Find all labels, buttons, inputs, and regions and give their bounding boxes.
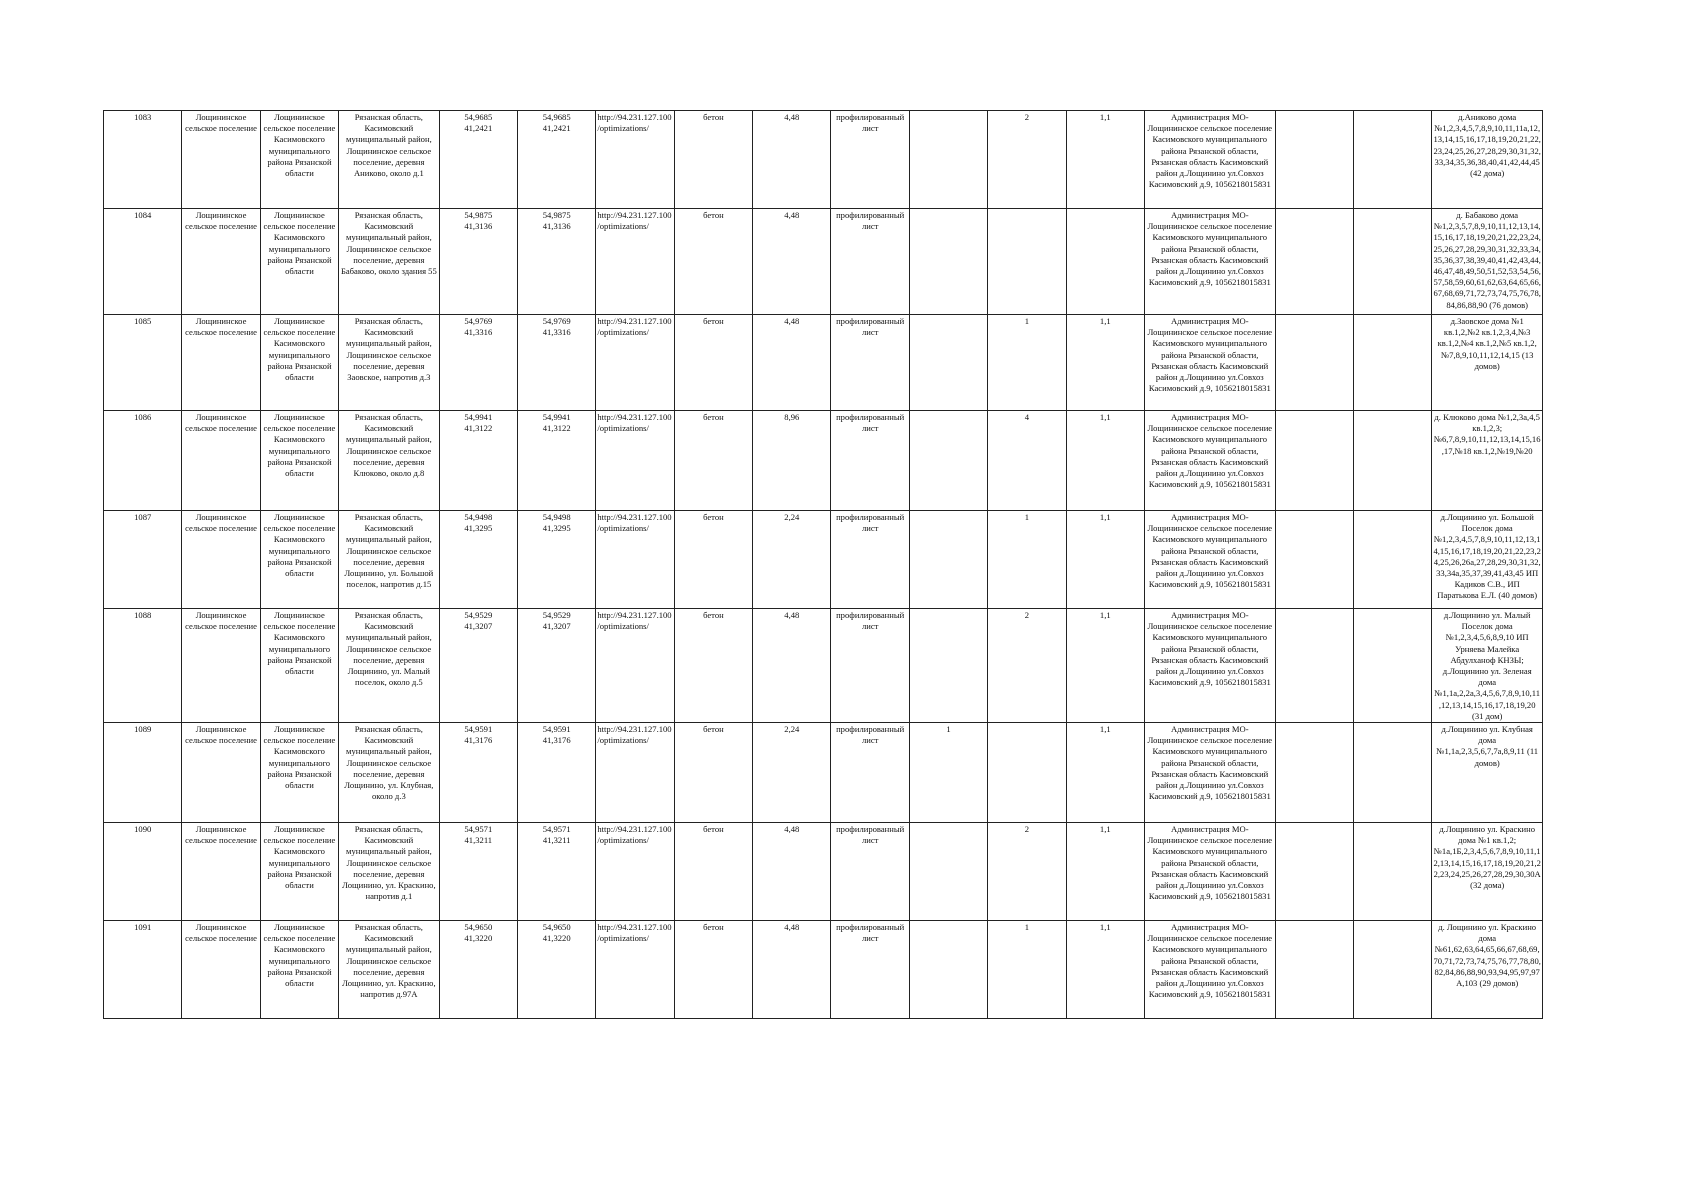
table-row	[104, 411, 1543, 511]
area-cell: 2,24	[753, 511, 831, 609]
empty-cell-2	[1353, 609, 1431, 723]
sources-cell: д. Бабаково дома №1,2,3,5,7,8,9,10,11,12,13,14,15,16,17,18,19,20,21,22,23,24,25,26,27,28,29,30,31,32,33,34,35,36,37,38,39,40,41,42,43,44,46,47,48,49,50,51,52,53,54,56,57,58,59,60,61,62,63,64,65,66,67,68,69,71,72,73,74,75,76,78,84,86,88,90 (76 домов)	[1432, 209, 1543, 315]
municipality-cell: Лощининское сельское поселение Касимовского муниципального района Рязанской области	[260, 111, 338, 209]
empty-cell-2	[1353, 411, 1431, 511]
base-type-cell: бетон	[674, 723, 752, 823]
latitude-value: 54,9650	[542, 922, 571, 933]
longitude-value: 41,2421	[464, 123, 493, 134]
url-cell: http://94.231.127.100/optimizations/	[596, 921, 674, 1019]
settlement-cell: Лощининское сельское поселение	[182, 823, 260, 921]
volume-cell: 1,1	[1066, 411, 1144, 511]
address-cell: Рязанская область, Касимовский муниципальный район, Лощининское сельское поселение, деревня Заовское, напротив д.3	[339, 315, 439, 411]
longitude-value: 41,3220	[464, 933, 493, 944]
volume-cell: 1,1	[1066, 511, 1144, 609]
longitude-value: 41,3136	[464, 221, 493, 232]
longitude-value: 41,3176	[542, 735, 571, 746]
volume-cell: 1,1	[1066, 921, 1144, 1019]
fence-cell: профилированный лист	[831, 111, 909, 209]
area-cell: 4,48	[753, 921, 831, 1019]
longitude-value: 41,3295	[542, 523, 571, 534]
settlement-cell: Лощининское сельское поселение	[182, 411, 260, 511]
settlement-cell: Лощининское сельское поселение	[182, 315, 260, 411]
settlement-cell: Лощининское сельское поселение	[182, 111, 260, 209]
address-cell: Рязанская область, Касимовский муниципальный район, Лощининское сельское поселение, деревня Бабаково, около здания 55	[339, 209, 439, 315]
empty-cell-2	[1353, 111, 1431, 209]
volume-cell: 1,1	[1066, 609, 1144, 723]
fence-cell: профилированный лист	[831, 921, 909, 1019]
sources-cell: д.Лощинино ул. Краскино дома №1 кв.1,2; №1а,1Б,2,3,4,5,6,7,8,9,10,11,12,13,14,15,16,17,18,19,20,21,22,23,24,25,26,27,28,29,30,30А (32 дома)	[1432, 823, 1543, 921]
area-cell: 4,48	[753, 609, 831, 723]
count-cell-1	[909, 823, 987, 921]
latitude-value: 54,9941	[464, 412, 493, 422]
latitude-value: 54,9941	[542, 412, 571, 422]
latitude-value: 54,9650	[464, 922, 493, 933]
coordinates-cell-1	[439, 723, 517, 823]
empty-cell-1	[1275, 511, 1353, 609]
empty-cell-1	[1275, 609, 1353, 723]
owner-cell: Администрация МО-Лощининское сельское поселение Касимовского муниципального района Рязанской области, Рязанская область Касимовский район д.Лощинино ул.Совхоз Касимовский д.9, 1056218015831	[1144, 609, 1275, 723]
base-type-cell: бетон	[674, 511, 752, 609]
table-body	[104, 111, 1543, 1019]
municipality-cell: Лощининское сельское поселение Касимовского муниципального района Рязанской области	[260, 411, 338, 511]
longitude-value: 41,3122	[542, 423, 571, 434]
volume-cell: 1,1	[1066, 111, 1144, 209]
empty-cell-2	[1353, 921, 1431, 1019]
url-cell: http://94.231.127.100/optimizations/	[596, 411, 674, 511]
owner-cell: Администрация МО-Лощининское сельское поселение Касимовского муниципального района Рязанской области, Рязанская область Касимовский район д.Лощинино ул.Совхоз Касимовский д.9, 1056218015831	[1144, 209, 1275, 315]
longitude-value: 41,2421	[542, 123, 571, 134]
coordinates-cell-1	[439, 823, 517, 921]
table-row	[104, 511, 1543, 609]
latitude-value: 54,9529	[464, 610, 493, 620]
address-cell: Рязанская область, Касимовский муниципальный район, Лощининское сельское поселение, деревня Лощинино, ул. Краскино, напротив д.97А	[339, 921, 439, 1019]
waste-sites-table	[103, 110, 1543, 1019]
latitude-value: 54,9529	[542, 610, 571, 620]
latitude-value: 54,9685	[464, 112, 493, 122]
coordinates-cell-2	[517, 823, 595, 921]
municipality-cell: Лощининское сельское поселение Касимовского муниципального района Рязанской области	[260, 511, 338, 609]
base-type-cell: бетон	[674, 315, 752, 411]
row-number: 1089	[104, 723, 182, 823]
empty-cell-1	[1275, 315, 1353, 411]
municipality-cell: Лощининское сельское поселение Касимовского муниципального района Рязанской области	[260, 921, 338, 1019]
coordinates-cell-2	[517, 511, 595, 609]
sources-cell: д. Лощинино ул. Краскино дома №61,62,63,64,65,66,67,68,69,70,71,72,73,74,75,76,77,78,80,82,84,86,88,90,93,94,95,97,97А,103 (29 домов)	[1432, 921, 1543, 1019]
volume-cell: 1,1	[1066, 723, 1144, 823]
fence-cell: профилированный лист	[831, 823, 909, 921]
url-cell: http://94.231.127.100/optimizations/	[596, 209, 674, 315]
latitude-value: 54,9591	[464, 724, 493, 735]
empty-cell-1	[1275, 723, 1353, 823]
empty-cell-1	[1275, 209, 1353, 315]
table-row	[104, 209, 1543, 315]
area-cell: 8,96	[753, 411, 831, 511]
fence-cell: профилированный лист	[831, 723, 909, 823]
fence-cell: профилированный лист	[831, 411, 909, 511]
area-cell: 4,48	[753, 315, 831, 411]
count-cell-2: 2	[988, 609, 1066, 723]
coordinates-cell-1	[439, 609, 517, 723]
count-cell-1	[909, 411, 987, 511]
latitude-value: 54,9498	[464, 512, 493, 522]
empty-cell-2	[1353, 511, 1431, 609]
count-cell-1	[909, 315, 987, 411]
settlement-cell: Лощининское сельское поселение	[182, 921, 260, 1019]
latitude-value: 54,9571	[542, 824, 571, 835]
municipality-cell: Лощининское сельское поселение Касимовского муниципального района Рязанской области	[260, 209, 338, 315]
volume-cell: 1,1	[1066, 823, 1144, 921]
longitude-value: 41,3136	[542, 221, 571, 232]
count-cell-2: 2	[988, 111, 1066, 209]
coordinates-cell-1	[439, 921, 517, 1019]
fence-cell: профилированный лист	[831, 315, 909, 411]
row-number: 1090	[104, 823, 182, 921]
longitude-value: 41,3220	[542, 933, 571, 944]
address-cell: Рязанская область, Касимовский муниципальный район, Лощининское сельское поселение, деревня Лощинино, ул. Большой поселок, напротив д.15	[339, 511, 439, 609]
owner-cell: Администрация МО-Лощининское сельское поселение Касимовского муниципального района Рязанской области, Рязанская область Касимовский район д.Лощинино ул.Совхоз Касимовский д.9, 1056218015831	[1144, 111, 1275, 209]
url-cell: http://94.231.127.100/optimizations/	[596, 111, 674, 209]
owner-cell: Администрация МО-Лощининское сельское поселение Касимовского муниципального района Рязанской области, Рязанская область Касимовский район д.Лощинино ул.Совхоз Касимовский д.9, 1056218015831	[1144, 723, 1275, 823]
count-cell-2: 1	[988, 921, 1066, 1019]
latitude-value: 54,9769	[464, 316, 493, 326]
coordinates-cell-2	[517, 723, 595, 823]
empty-cell-2	[1353, 823, 1431, 921]
owner-cell: Администрация МО-Лощининское сельское поселение Касимовского муниципального района Рязанской области, Рязанская область Касимовский район д.Лощинино ул.Совхоз Касимовский д.9, 1056218015831	[1144, 921, 1275, 1019]
owner-cell: Администрация МО-Лощининское сельское поселение Касимовского муниципального района Рязанской области, Рязанская область Касимовский район д.Лощинино ул.Совхоз Касимовский д.9, 1056218015831	[1144, 511, 1275, 609]
area-cell: 4,48	[753, 209, 831, 315]
table-row	[104, 723, 1543, 823]
owner-cell: Администрация МО-Лощининское сельское поселение Касимовского муниципального района Рязанской области, Рязанская область Касимовский район д.Лощинино ул.Совхоз Касимовский д.9, 1056218015831	[1144, 315, 1275, 411]
row-number: 1091	[104, 921, 182, 1019]
area-cell: 4,48	[753, 823, 831, 921]
address-cell: Рязанская область, Касимовский муниципальный район, Лощининское сельское поселение, деревня Аниково, около д.1	[339, 111, 439, 209]
count-cell-1: 1	[909, 723, 987, 823]
url-cell: http://94.231.127.100/optimizations/	[596, 823, 674, 921]
table-row	[104, 111, 1543, 209]
latitude-value: 54,9685	[542, 112, 571, 122]
coordinates-cell-1	[439, 411, 517, 511]
empty-cell-1	[1275, 111, 1353, 209]
coordinates-cell-1	[439, 315, 517, 411]
fence-cell: профилированный лист	[831, 511, 909, 609]
count-cell-1	[909, 511, 987, 609]
latitude-value: 54,9875	[464, 210, 493, 220]
count-cell-1	[909, 209, 987, 315]
longitude-value: 41,3207	[464, 621, 493, 632]
registry-sheet	[103, 110, 1543, 1019]
table-row	[104, 315, 1543, 411]
area-cell: 4,48	[753, 111, 831, 209]
sources-cell: д.Аниково дома №1,2,3,4,5,7,8,9,10,11,11а,12,13,14,15,16,17,18,19,20,21,22,23,24,25,26,27,28,29,30,31,32,33,34,35,36,38,40,41,42,44,45(42 дома)	[1432, 111, 1543, 209]
empty-cell-2	[1353, 315, 1431, 411]
coordinates-cell-2	[517, 315, 595, 411]
settlement-cell: Лощининское сельское поселение	[182, 609, 260, 723]
base-type-cell: бетон	[674, 209, 752, 315]
latitude-value: 54,9498	[542, 512, 571, 522]
latitude-value: 54,9571	[464, 824, 493, 835]
table-row	[104, 609, 1543, 723]
volume-cell	[1066, 209, 1144, 315]
row-number: 1084	[104, 209, 182, 315]
empty-cell-1	[1275, 921, 1353, 1019]
empty-cell-1	[1275, 823, 1353, 921]
coordinates-cell-2	[517, 111, 595, 209]
sources-cell: д.Заовское дома №1 кв.1,2,№2 кв.1,2,3,4,№3 кв.1,2,№4 кв.1,2,№5 кв.1,2, №7,8,9,10,11,12,14,15 (13 домов)	[1432, 315, 1543, 411]
address-cell: Рязанская область, Касимовский муниципальный район, Лощининское сельское поселение, деревня Клюково, около д.8	[339, 411, 439, 511]
municipality-cell: Лощининское сельское поселение Касимовского муниципального района Рязанской области	[260, 723, 338, 823]
municipality-cell: Лощининское сельское поселение Касимовского муниципального района Рязанской области	[260, 609, 338, 723]
url-cell: http://94.231.127.100/optimizations/	[596, 609, 674, 723]
coordinates-cell-2	[517, 209, 595, 315]
fence-cell: профилированный лист	[831, 609, 909, 723]
longitude-value: 41,3176	[464, 735, 493, 746]
coordinates-cell-2	[517, 921, 595, 1019]
base-type-cell: бетон	[674, 609, 752, 723]
longitude-value: 41,3316	[464, 327, 493, 338]
count-cell-2: 1	[988, 315, 1066, 411]
sources-cell: д.Лощинино ул. Большой Поселок дома №1,2,3,4,5,7,8,9,10,11,12,13,14,15,16,17,18,19,20,21,22,23,24,25,26,26а,27,28,29,30,31,32,33,34а,35,37,39,41,43,45 ИП Кадиков С.В., ИП Паратькова Е.Л. (40 домов)	[1432, 511, 1543, 609]
settlement-cell: Лощининское сельское поселение	[182, 511, 260, 609]
longitude-value: 41,3122	[464, 423, 493, 434]
coordinates-cell-1	[439, 111, 517, 209]
table-row	[104, 921, 1543, 1019]
table-row	[104, 823, 1543, 921]
address-cell: Рязанская область, Касимовский муниципальный район, Лощининское сельское поселение, деревня Лощинино, ул. Малый поселок, около д.5	[339, 609, 439, 723]
coordinates-cell-2	[517, 411, 595, 511]
owner-cell: Администрация МО-Лощининское сельское поселение Касимовского муниципального района Рязанской области, Рязанская область Касимовский район д.Лощинино ул.Совхоз Касимовский д.9, 1056218015831	[1144, 823, 1275, 921]
sources-cell: д.Лощинино ул. Клубная дома №1,1а,2,3,5,6,7,7а,8,9,11 (11 домов)	[1432, 723, 1543, 823]
empty-cell-1	[1275, 411, 1353, 511]
settlement-cell: Лощининское сельское поселение	[182, 723, 260, 823]
address-cell: Рязанская область, Касимовский муниципальный район, Лощининское сельское поселение, деревня Лощинино, ул. Краскино, напротив д.1	[339, 823, 439, 921]
count-cell-1	[909, 609, 987, 723]
municipality-cell: Лощининское сельское поселение Касимовского муниципального района Рязанской области	[260, 315, 338, 411]
row-number: 1083	[104, 111, 182, 209]
longitude-value: 41,3211	[542, 835, 571, 846]
count-cell-2	[988, 209, 1066, 315]
row-number: 1086	[104, 411, 182, 511]
base-type-cell: бетон	[674, 411, 752, 511]
coordinates-cell-1	[439, 511, 517, 609]
area-cell: 2,24	[753, 723, 831, 823]
row-number: 1087	[104, 511, 182, 609]
count-cell-2: 1	[988, 511, 1066, 609]
longitude-value: 41,3211	[464, 835, 493, 846]
longitude-value: 41,3295	[464, 523, 493, 534]
url-cell: http://94.231.127.100/optimizations/	[596, 723, 674, 823]
coordinates-cell-1	[439, 209, 517, 315]
count-cell-2: 4	[988, 411, 1066, 511]
municipality-cell: Лощининское сельское поселение Касимовского муниципального района Рязанской области	[260, 823, 338, 921]
empty-cell-2	[1353, 723, 1431, 823]
latitude-value: 54,9591	[542, 724, 571, 735]
owner-cell: Администрация МО-Лощининское сельское поселение Касимовского муниципального района Рязанской области, Рязанская область Касимовский район д.Лощинино ул.Совхоз Касимовский д.9, 1056218015831	[1144, 411, 1275, 511]
url-cell: http://94.231.127.100/optimizations/	[596, 511, 674, 609]
count-cell-2: 2	[988, 823, 1066, 921]
count-cell-1	[909, 111, 987, 209]
latitude-value: 54,9769	[542, 316, 571, 326]
volume-cell: 1,1	[1066, 315, 1144, 411]
url-cell: http://94.231.127.100/optimizations/	[596, 315, 674, 411]
base-type-cell: бетон	[674, 111, 752, 209]
coordinates-cell-2	[517, 609, 595, 723]
longitude-value: 41,3207	[542, 621, 571, 632]
sources-cell: д.Лощинино ул. Малый Поселок дома №1,2,3,4,5,6,8,9,10 ИП Урняева Малейка Абдулханоф КНЗЫ; д.Лощинино ул. Зеленая дома №1,1а,2,2а,3,4,5,6,7,8,9,10,11,12,13,14,15,16,17,18,19,20 (31 дом)	[1432, 609, 1543, 723]
address-cell: Рязанская область, Касимовский муниципальный район, Лощининское сельское поселение, деревня Лощинино, ул. Клубная, около д.3	[339, 723, 439, 823]
row-number: 1085	[104, 315, 182, 411]
sources-cell: д. Клюково дома №1,2,3а,4,5 кв.1,2,3; №6,7,8,9,10,11,12,13,14,15,16,17,№18 кв.1,2,№19,№20	[1432, 411, 1543, 511]
settlement-cell: Лощининское сельское поселение	[182, 209, 260, 315]
base-type-cell: бетон	[674, 823, 752, 921]
count-cell-1	[909, 921, 987, 1019]
empty-cell-2	[1353, 209, 1431, 315]
fence-cell: профилированный лист	[831, 209, 909, 315]
latitude-value: 54,9875	[542, 210, 571, 220]
row-number: 1088	[104, 609, 182, 723]
base-type-cell: бетон	[674, 921, 752, 1019]
longitude-value: 41,3316	[542, 327, 571, 338]
count-cell-2	[988, 723, 1066, 823]
